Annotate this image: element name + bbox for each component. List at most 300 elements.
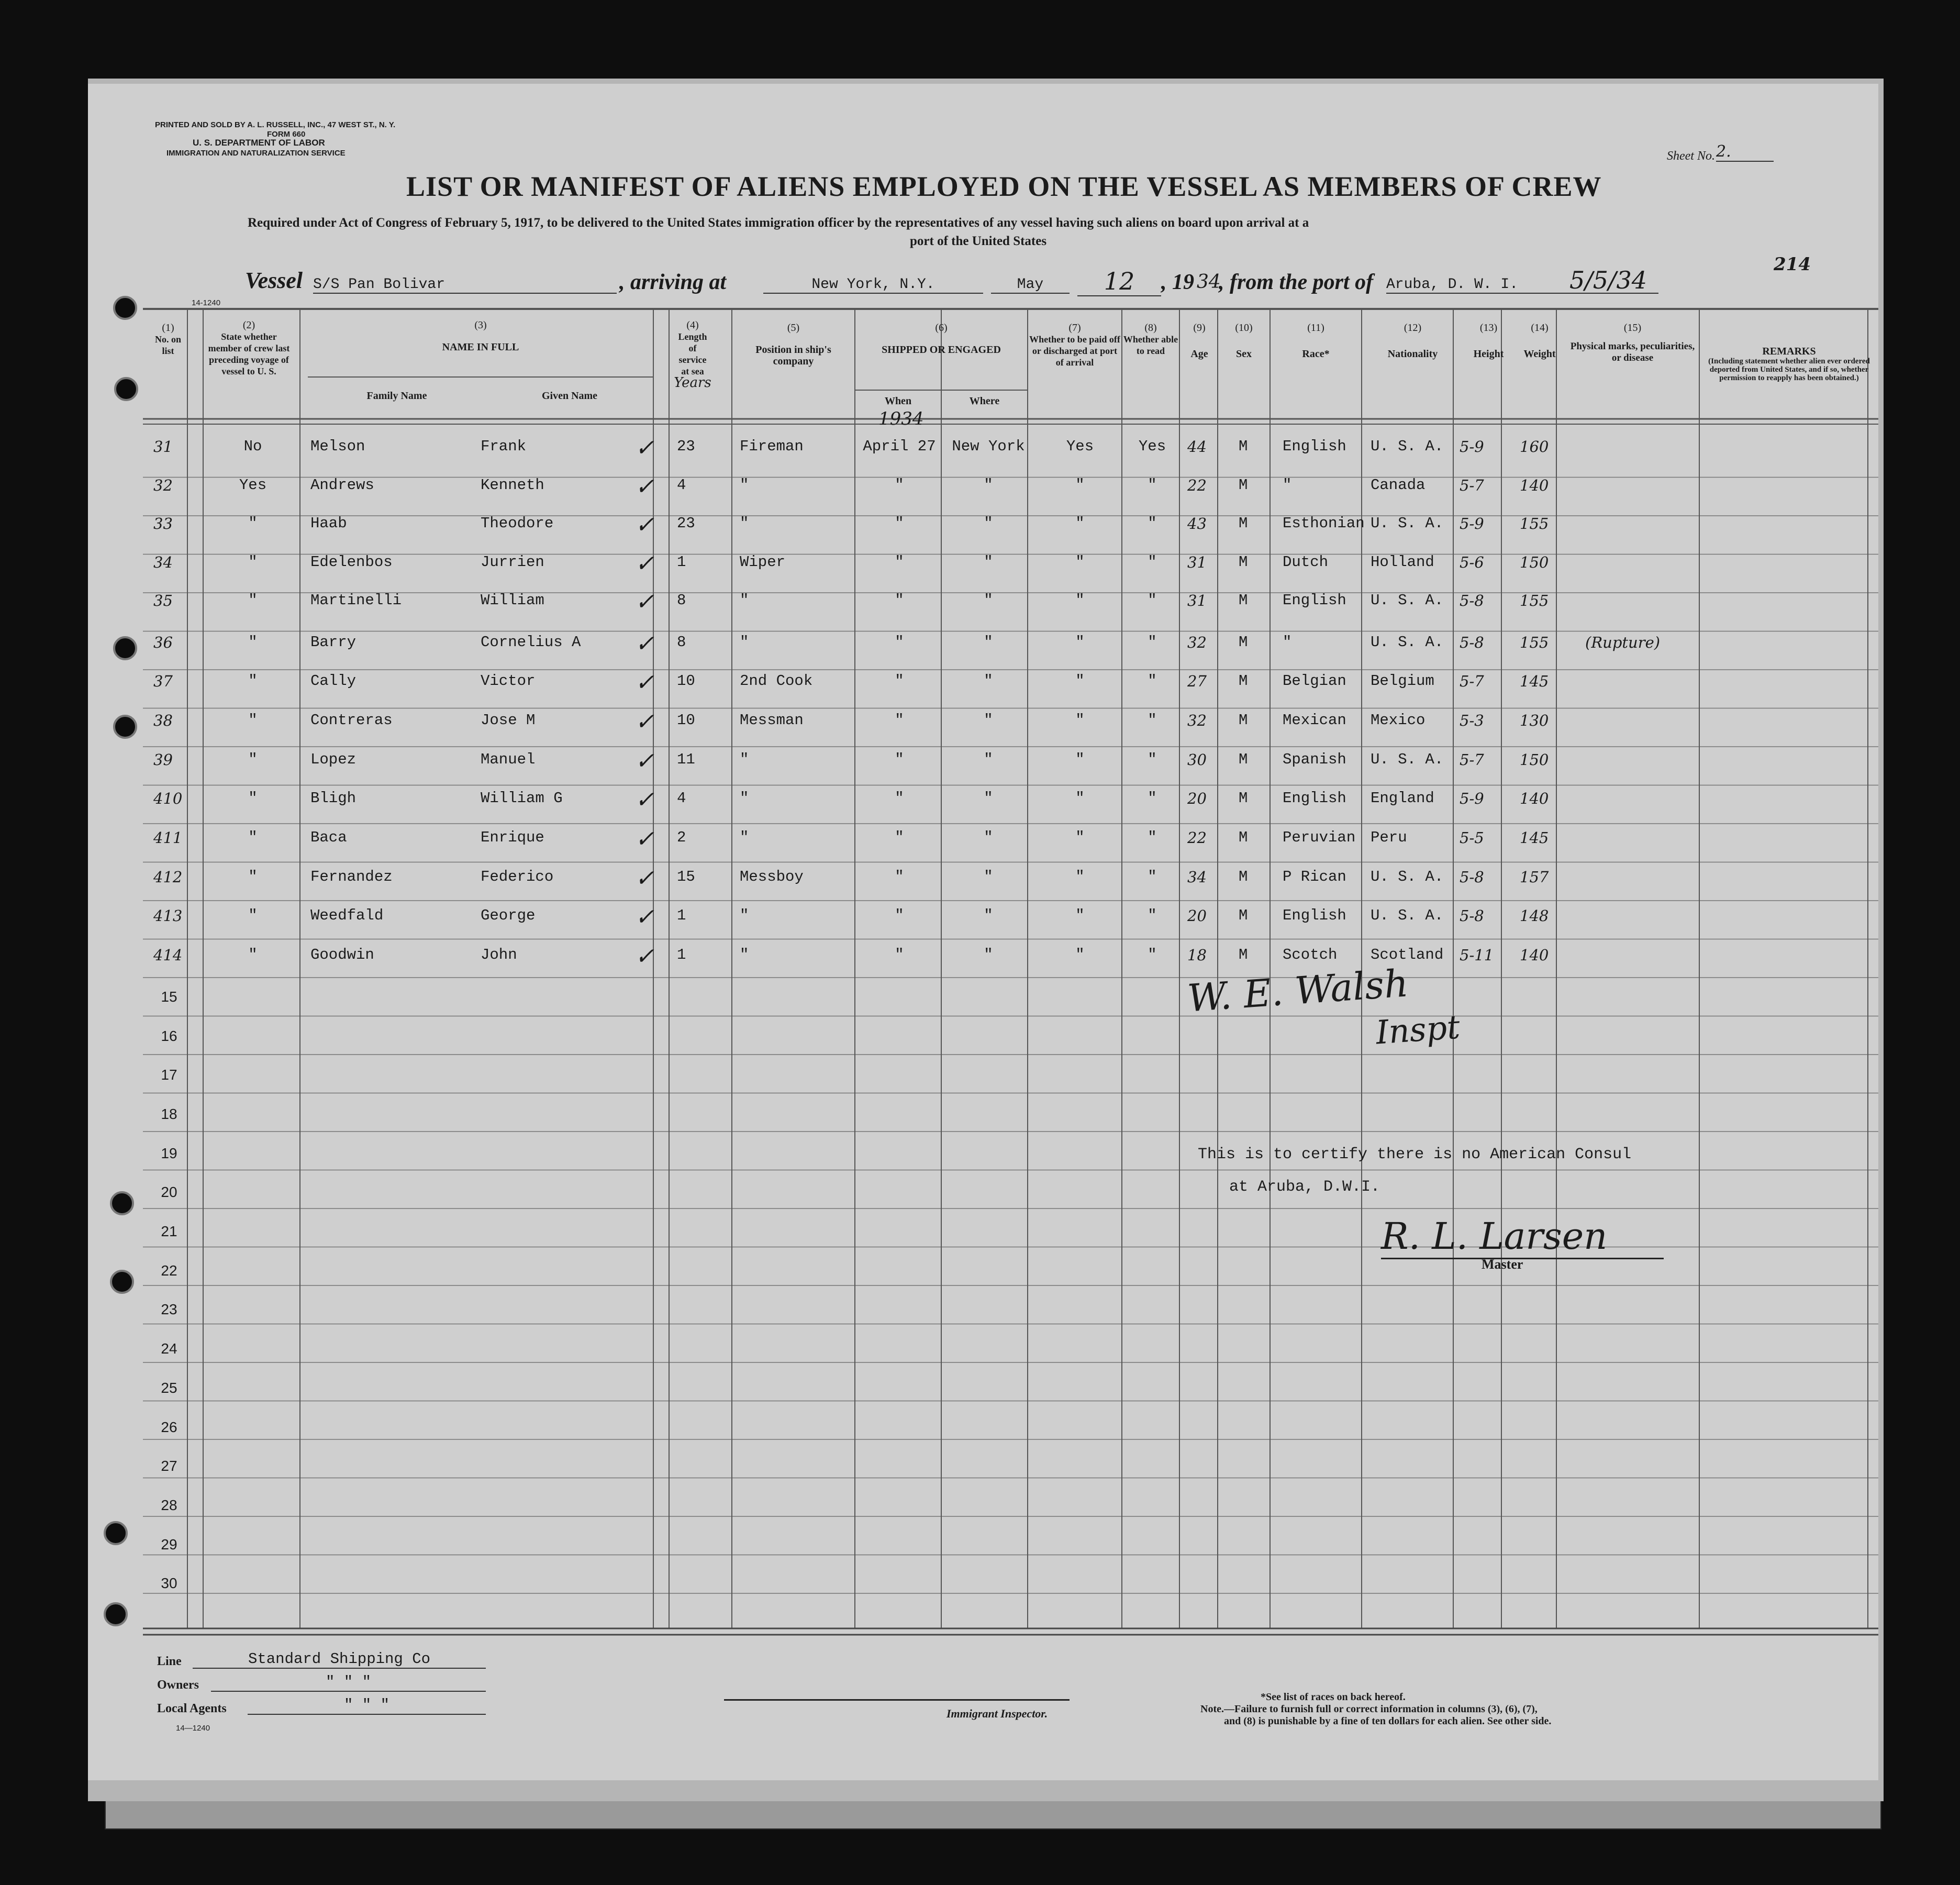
check-mark-icon: ✓ — [635, 906, 654, 933]
col-6-where-label: Where — [969, 395, 1000, 407]
check-mark-icon: ✓ — [635, 671, 654, 698]
empty-row-number: 22 — [161, 1262, 177, 1279]
cell-age: 31 — [1187, 592, 1207, 609]
cell-position: " — [740, 592, 749, 609]
cell-family: Cally — [310, 672, 357, 690]
cell-height: 5-8 — [1460, 907, 1484, 925]
empty-row-number: 29 — [161, 1536, 177, 1553]
cell-height: 5-9 — [1460, 438, 1484, 456]
cell-weight: 145 — [1520, 829, 1549, 847]
cell-position: " — [740, 476, 749, 494]
col-15-label: Physical marks, peculiarities, or disease — [1570, 341, 1695, 363]
cell-weight: 140 — [1520, 476, 1549, 494]
cell-when: " — [895, 592, 904, 609]
cell-age: 20 — [1187, 907, 1207, 925]
col-3-number: (3) — [474, 319, 487, 331]
arrival-month: May — [991, 276, 1070, 294]
empty-row-number: 15 — [161, 988, 177, 1005]
cell-height: 5-5 — [1460, 829, 1484, 847]
cell-weight: 130 — [1520, 711, 1549, 729]
cell-when: " — [895, 553, 904, 571]
agents-value: " " " — [248, 1696, 486, 1715]
check-mark-icon: ✓ — [635, 789, 654, 815]
cell-height: 5-7 — [1460, 750, 1484, 769]
col-7-label: Whether to be paid off or discharged at port of arrival — [1029, 334, 1120, 368]
service-name: IMMIGRATION AND NATURALIZATION SERVICE — [166, 149, 346, 158]
cell-height: 5-7 — [1460, 476, 1484, 494]
check-mark-icon: ✓ — [635, 591, 654, 617]
cell-weight: 155 — [1520, 633, 1549, 651]
cell-paid: " — [1075, 476, 1085, 494]
cell-when: " — [895, 790, 904, 807]
cell-no: 32 — [153, 476, 173, 494]
cell-read: " — [1148, 633, 1157, 651]
col-14-number: (14) — [1531, 322, 1549, 334]
cell-race: Peruvian — [1283, 829, 1356, 846]
cell-prev: " — [248, 592, 258, 609]
cell-age: 43 — [1187, 515, 1207, 533]
col-15-number: (15) — [1623, 322, 1642, 334]
col-6-when-label: When — [884, 395, 912, 407]
cell-sex: M — [1239, 592, 1248, 609]
cell-family: Baca — [310, 829, 347, 846]
cell-paid: " — [1075, 946, 1085, 964]
col-5-label: Position in ship's company — [755, 344, 831, 367]
cell-height: 5-8 — [1460, 868, 1484, 886]
cell-paid: " — [1075, 829, 1085, 846]
cell-years: 1 — [677, 907, 686, 925]
cell-sex: M — [1239, 711, 1248, 729]
cell-race: English — [1283, 907, 1346, 925]
cell-sex: M — [1239, 515, 1248, 532]
printer-line: PRINTED AND SOLD BY A. L. RUSSELL, INC., 47 WEST ST., N. Y. — [155, 120, 396, 129]
cell-when: " — [895, 907, 904, 925]
cell-years: 2 — [677, 829, 686, 846]
cell-paid: Yes — [1066, 438, 1094, 455]
cell-prev: " — [248, 515, 258, 532]
empty-row-number: 30 — [161, 1575, 177, 1592]
col-10-label: Sex — [1236, 348, 1252, 360]
agents-label: Local Agents — [157, 1702, 227, 1715]
check-mark-icon: ✓ — [635, 552, 654, 579]
cell-race: Mexican — [1283, 711, 1346, 729]
cell-read: " — [1148, 476, 1157, 494]
cell-age: 32 — [1187, 633, 1207, 651]
cell-no: 38 — [153, 711, 173, 729]
cell-where: " — [984, 868, 993, 885]
arriving-label: , arriving at — [619, 270, 727, 294]
col-8-label: Whether able to read — [1123, 334, 1178, 356]
cell-position: " — [740, 633, 749, 651]
cell-no: 411 — [153, 829, 183, 847]
cell-family: Bligh — [310, 790, 357, 807]
stamp-number: 214 — [1774, 254, 1811, 275]
cell-nationality: Canada — [1371, 476, 1426, 494]
cell-age: 31 — [1187, 553, 1207, 571]
check-mark-icon: ✓ — [635, 828, 654, 854]
cell-paid: " — [1075, 633, 1085, 651]
line-value: Standard Shipping Co — [193, 1650, 486, 1669]
cell-no: 413 — [153, 907, 183, 925]
cell-given: Victor — [481, 672, 536, 690]
cell-nationality: Mexico — [1371, 711, 1426, 729]
cell-given: Manuel — [481, 750, 536, 768]
cell-weight: 160 — [1520, 438, 1549, 456]
cell-age: 32 — [1187, 711, 1207, 729]
cell-years: 8 — [677, 592, 686, 609]
cell-weight: 155 — [1520, 515, 1549, 533]
cell-age: 22 — [1187, 476, 1207, 494]
empty-row-number: 18 — [161, 1105, 177, 1122]
empty-row-number: 21 — [161, 1223, 177, 1239]
cell-paid: " — [1075, 907, 1085, 925]
empty-row-number: 24 — [161, 1340, 177, 1357]
cell-paid: " — [1075, 672, 1085, 690]
cell-weight: 145 — [1520, 672, 1549, 691]
cell-prev: " — [248, 750, 258, 768]
inspector-signature: W. E. Walsh — [1186, 961, 1410, 1021]
owners-value: " " " — [211, 1673, 486, 1692]
vessel-label: Vessel — [245, 268, 303, 293]
cell-where: " — [984, 515, 993, 532]
empty-row-number: 23 — [161, 1301, 177, 1318]
cell-race: English — [1283, 592, 1346, 609]
cell-age: 44 — [1187, 438, 1207, 456]
subtitle-line-2: port of the United States — [910, 234, 1047, 248]
cell-position: " — [740, 829, 749, 846]
col-6-number: (6) — [935, 322, 948, 334]
cell-where: New York — [952, 438, 1025, 455]
empty-row-number: 20 — [161, 1184, 177, 1201]
master-label: Master — [1482, 1257, 1523, 1272]
cell-sex: M — [1239, 790, 1248, 807]
cell-family: Edelenbos — [310, 553, 393, 571]
cell-read: " — [1148, 750, 1157, 768]
cell-prev: " — [248, 553, 258, 571]
col-3-given-label: Given Name — [541, 390, 598, 402]
from-port-label: , from the port of — [1219, 270, 1374, 294]
cell-read: " — [1148, 711, 1157, 729]
cell-position: Fireman — [740, 438, 804, 455]
sheet-number-label: Sheet No. — [1667, 149, 1715, 163]
col-1-label: No. on list — [154, 334, 181, 356]
cell-race: Dutch — [1283, 553, 1329, 571]
cell-nationality: Belgium — [1371, 672, 1434, 690]
cell-height: 5-8 — [1460, 633, 1484, 651]
cell-height: 5-7 — [1460, 672, 1484, 691]
cell-family: Lopez — [310, 750, 357, 768]
col-5-number: (5) — [787, 322, 800, 334]
cell-years: 23 — [677, 515, 695, 532]
cell-sex: M — [1239, 750, 1248, 768]
check-mark-icon: ✓ — [635, 437, 654, 463]
cell-years: 4 — [677, 476, 686, 494]
cell-paid: " — [1075, 592, 1085, 609]
empty-row-number: 19 — [161, 1145, 177, 1161]
arriving-port: New York, N.Y. — [763, 276, 983, 294]
col-6-label: SHIPPED OR ENGAGED — [882, 344, 1001, 356]
cell-family: Haab — [310, 515, 347, 532]
cell-given: Jurrien — [481, 553, 544, 571]
cell-given: George — [481, 907, 536, 925]
cell-where: " — [984, 633, 993, 651]
check-mark-icon: ✓ — [635, 867, 654, 893]
cell-race: Scotch — [1283, 946, 1338, 964]
empty-row-number: 16 — [161, 1027, 177, 1044]
cell-when: " — [895, 515, 904, 532]
cell-prev: Yes — [239, 476, 267, 494]
cell-nationality: U. S. A. — [1371, 750, 1444, 768]
cell-years: 11 — [677, 750, 695, 768]
check-mark-icon: ✓ — [635, 475, 654, 502]
cell-read: " — [1148, 672, 1157, 690]
cell-family: Fernandez — [310, 868, 393, 885]
check-mark-icon: ✓ — [635, 632, 654, 659]
cell-when: " — [895, 711, 904, 729]
col-9-label: Age — [1190, 348, 1208, 360]
cell-prev: " — [248, 907, 258, 925]
cell-prev: " — [248, 790, 258, 807]
cell-read: " — [1148, 907, 1157, 925]
cell-paid: " — [1075, 553, 1085, 571]
col-3-family-label: Family Name — [366, 390, 427, 402]
subtitle-line-1: Required under Act of Congress of February 5, 1917, to be delivered to the United States immigration officer by the representatives of any vessel having such aliens on board upon arrival at a — [248, 216, 1309, 230]
from-port: Aruba, D. W. I. — [1386, 276, 1658, 294]
cell-no: 35 — [153, 592, 173, 609]
col-12-label: Nationality — [1387, 348, 1438, 360]
cell-paid: " — [1075, 790, 1085, 807]
cell-sex: M — [1239, 476, 1248, 494]
check-mark-icon: ✓ — [635, 945, 654, 972]
cell-where: " — [984, 829, 993, 846]
cell-given: Frank — [481, 438, 527, 455]
cell-age: 27 — [1187, 672, 1207, 691]
cell-years: 1 — [677, 553, 686, 571]
remarks-note: (Including statement whether alien ever ordered deported from United States, and if so, whether permission to reapply has been obtained.) — [1708, 357, 1870, 382]
cell-sex: M — [1239, 829, 1248, 846]
cell-height: 5-6 — [1460, 553, 1484, 571]
cell-paid: " — [1075, 515, 1085, 532]
line-label: Line — [157, 1655, 182, 1668]
col-4-number: (4) — [686, 319, 699, 331]
col-4-unit: Years — [674, 375, 711, 391]
cell-weight: 140 — [1520, 946, 1549, 964]
vessel-name: S/S Pan Bolivar — [313, 276, 617, 294]
races-note: *See list of races on back hereof. — [1261, 1691, 1406, 1703]
cell-read: " — [1148, 553, 1157, 571]
cell-given: Cornelius A — [481, 633, 581, 651]
cell-given: John — [481, 946, 517, 964]
cell-weight: 140 — [1520, 790, 1549, 808]
col-8-number: (8) — [1144, 322, 1157, 334]
cell-where: " — [984, 476, 993, 494]
cell-race: " — [1283, 476, 1292, 494]
shipped-year: 1934 — [878, 408, 924, 429]
handwritten-date: 5/5/34 — [1569, 266, 1647, 294]
cell-height: 5-11 — [1460, 946, 1494, 964]
owners-label: Owners — [157, 1678, 199, 1692]
col-3-label: NAME IN FULL — [442, 341, 519, 353]
cell-no: 410 — [153, 790, 183, 808]
cell-sex: M — [1239, 946, 1248, 964]
cell-sex: M — [1239, 438, 1248, 455]
cell-height: 5-9 — [1460, 790, 1484, 808]
cell-where: " — [984, 553, 993, 571]
inspector-label: Immigrant Inspector. — [946, 1707, 1048, 1720]
cell-given: Enrique — [481, 829, 544, 846]
cell-sex: M — [1239, 672, 1248, 690]
fine-note-2: and (8) is punishable by a fine of ten dollars for each alien. See other side. — [1224, 1715, 1552, 1727]
cell-when: " — [895, 868, 904, 885]
col-10-number: (10) — [1235, 322, 1253, 334]
cell-years: 15 — [677, 868, 695, 885]
cell-race: English — [1283, 438, 1346, 455]
cell-nationality: U. S. A. — [1371, 633, 1444, 651]
cell-nationality: U. S. A. — [1371, 868, 1444, 885]
col-13-number: (13) — [1479, 322, 1498, 334]
cell-weight: 148 — [1520, 907, 1549, 925]
cell-race: Belgian — [1283, 672, 1346, 690]
cell-prev: " — [248, 672, 258, 690]
cell-when: " — [895, 672, 904, 690]
cell-read: " — [1148, 515, 1157, 532]
cell-no: 33 — [153, 515, 173, 533]
col-2-number: (2) — [242, 319, 255, 331]
empty-row-number: 27 — [161, 1458, 177, 1474]
cell-prev: " — [248, 711, 258, 729]
cell-weight: 157 — [1520, 868, 1549, 886]
certify-line-2: at Aruba, D.W.I. — [1229, 1178, 1380, 1196]
cell-read: " — [1148, 829, 1157, 846]
cell-where: " — [984, 907, 993, 925]
cell-where: " — [984, 750, 993, 768]
page-title: LIST OR MANIFEST OF ALIENS EMPLOYED ON THE VESSEL AS MEMBERS OF CREW — [406, 171, 1602, 202]
cell-family: Weedfald — [310, 907, 384, 925]
cell-when: " — [895, 829, 904, 846]
cell-paid: " — [1075, 868, 1085, 885]
cell-family: Martinelli — [310, 592, 402, 609]
cell-age: 22 — [1187, 829, 1207, 847]
remarks-label: REMARKS — [1762, 346, 1816, 357]
cell-height: 5-3 — [1460, 711, 1484, 729]
empty-row-number: 17 — [161, 1067, 177, 1083]
cell-when: " — [895, 633, 904, 651]
cell-position: " — [740, 946, 749, 964]
col-11-label: Race* — [1302, 348, 1330, 360]
cell-nationality: Holland — [1371, 553, 1434, 571]
check-mark-icon: ✓ — [635, 514, 654, 540]
cell-read: Yes — [1138, 438, 1166, 455]
cell-years: 1 — [677, 946, 686, 964]
empty-row-number: 25 — [161, 1379, 177, 1396]
arrival-year: 34 — [1197, 271, 1221, 293]
col-9-number: (9) — [1193, 322, 1206, 334]
cell-nationality: Scotland — [1371, 946, 1444, 964]
cell-read: " — [1148, 790, 1157, 807]
cell-years: 10 — [677, 672, 695, 690]
cell-prev: " — [248, 946, 258, 964]
cell-where: " — [984, 711, 993, 729]
cell-read: " — [1148, 868, 1157, 885]
cell-when: " — [895, 946, 904, 964]
cell-race: Spanish — [1283, 750, 1346, 768]
cell-no: 31 — [153, 438, 173, 456]
cell-family: Barry — [310, 633, 357, 651]
cell-years: 10 — [677, 711, 695, 729]
cell-given: Kenneth — [481, 476, 544, 494]
cell-sex: M — [1239, 868, 1248, 885]
cell-nationality: U. S. A. — [1371, 907, 1444, 925]
cell-given: William — [481, 592, 544, 609]
cell-position: Messman — [740, 711, 804, 729]
cell-position: " — [740, 907, 749, 925]
cell-height: 5-8 — [1460, 592, 1484, 609]
cell-family: Goodwin — [310, 946, 374, 964]
arrival-day: 12 — [1077, 267, 1161, 296]
cell-weight: 155 — [1520, 592, 1549, 609]
col-14-label: Weight — [1523, 348, 1556, 360]
cell-position: " — [740, 515, 749, 532]
cell-remark: (Rupture) — [1585, 633, 1661, 651]
cell-position: Wiper — [740, 553, 786, 571]
cell-age: 30 — [1187, 750, 1207, 769]
cell-given: Federico — [481, 868, 554, 885]
cell-age: 20 — [1187, 790, 1207, 808]
year-prefix: , 19 — [1161, 270, 1194, 294]
cell-no: 39 — [153, 750, 173, 769]
cell-nationality: England — [1371, 790, 1434, 807]
cell-position: " — [740, 750, 749, 768]
cell-when: " — [895, 476, 904, 494]
certify-line-1: This is to certify there is no American Consul — [1198, 1146, 1632, 1163]
cell-no: 414 — [153, 946, 183, 964]
cell-where: " — [984, 790, 993, 807]
cell-race: Esthonian — [1283, 515, 1365, 532]
col-1-number: (1) — [162, 322, 174, 334]
department-name: U. S. DEPARTMENT OF LABOR — [193, 138, 325, 148]
cell-sex: M — [1239, 553, 1248, 571]
cell-prev: " — [248, 829, 258, 846]
cell-where: " — [984, 672, 993, 690]
fine-note-1: Note.—Failure to furnish full or correct information in columns (3), (6), (7), — [1200, 1703, 1538, 1715]
col-13-label: Height — [1473, 348, 1504, 360]
cell-prev: " — [248, 868, 258, 885]
check-mark-icon: ✓ — [635, 749, 654, 776]
cell-no: 412 — [153, 868, 183, 886]
col-12-number: (12) — [1404, 322, 1422, 334]
cell-position: 2nd Cook — [740, 672, 813, 690]
cell-no: 37 — [153, 672, 173, 691]
cell-nationality: Peru — [1371, 829, 1407, 846]
cell-years: 8 — [677, 633, 686, 651]
cell-no: 36 — [153, 633, 173, 651]
cell-race: " — [1283, 633, 1292, 651]
check-mark-icon: ✓ — [635, 710, 654, 737]
master-signature: R. L. Larsen — [1381, 1215, 1664, 1259]
cell-years: 23 — [677, 438, 695, 455]
col-7-number: (7) — [1068, 322, 1081, 334]
cell-weight: 150 — [1520, 553, 1549, 571]
cell-prev: " — [248, 633, 258, 651]
empty-row-number: 26 — [161, 1418, 177, 1435]
col-2-label: State whether member of crew last preceding voyage of vessel to U. S. — [208, 331, 290, 376]
inspector-title: Inspt — [1374, 1007, 1462, 1052]
cell-nationality: U. S. A. — [1371, 438, 1444, 455]
cell-no: 34 — [153, 553, 173, 571]
cell-years: 4 — [677, 790, 686, 807]
cell-nationality: U. S. A. — [1371, 592, 1444, 609]
cell-position: " — [740, 790, 749, 807]
